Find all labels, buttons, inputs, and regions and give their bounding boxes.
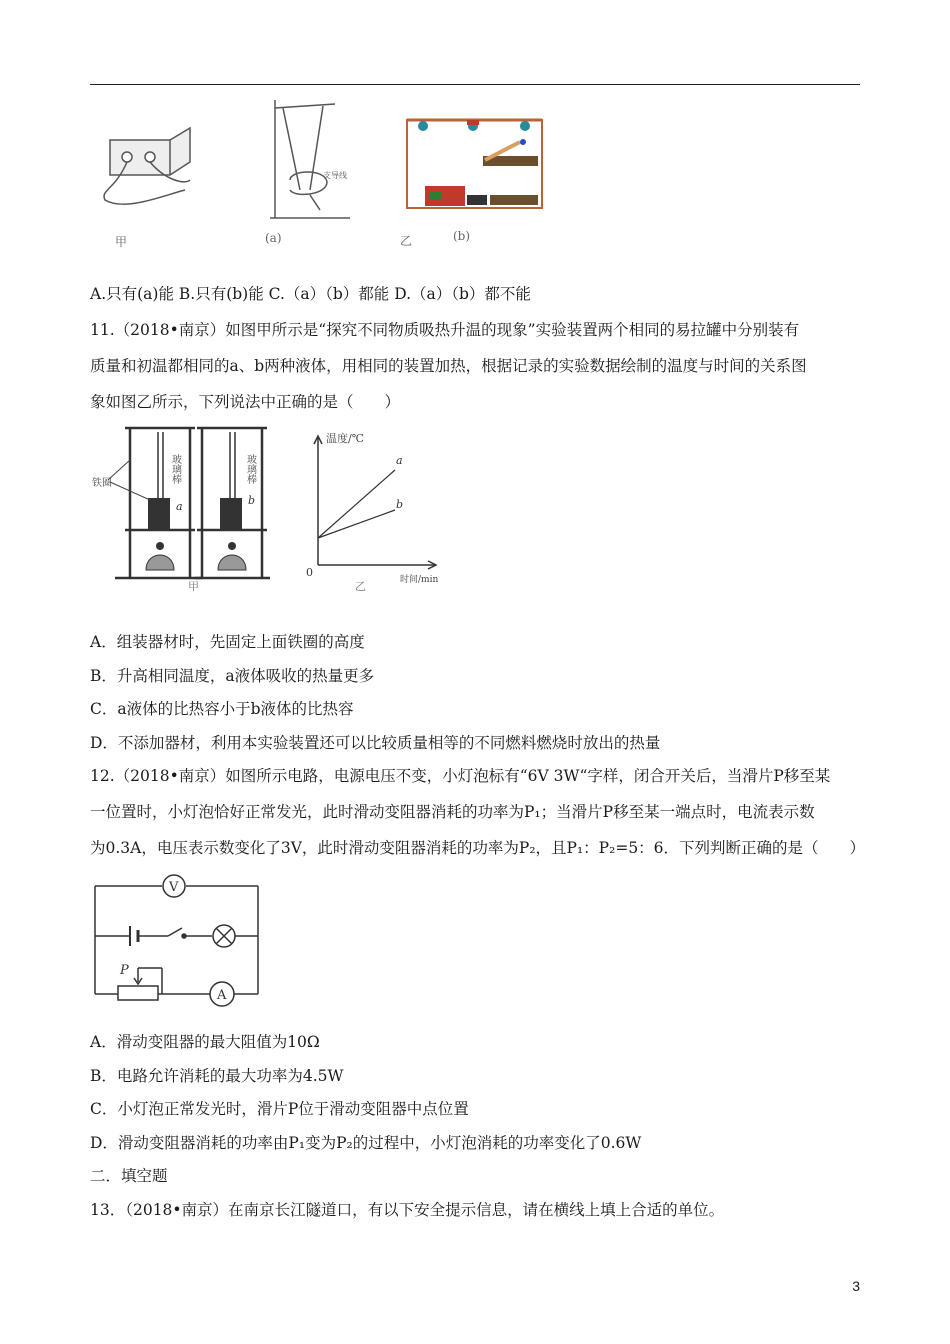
line-b	[318, 510, 395, 538]
q10-options: A.只有(a)能 B.只有(b)能 C.（a）（b）都能 D.（a）（b）都不能	[90, 285, 531, 303]
fig-jia-battery	[104, 128, 190, 204]
q12-option-b: B．电路允许消耗的最大功率为4.5W	[90, 1067, 344, 1085]
q11-option-b: B．升高相同温度，a液体吸收的热量更多	[90, 667, 375, 685]
q11-graph-axes	[314, 436, 436, 569]
fig2-label: 支导线	[323, 171, 347, 180]
q11-ylabel: 温度/℃	[326, 432, 365, 445]
can-b-label: b	[248, 494, 256, 507]
fig-a-stand	[270, 100, 350, 218]
voltmeter-label: V	[169, 880, 179, 895]
q11-option-a: A．组装器材时，先固定上面铁圈的高度	[90, 633, 365, 651]
fig3-caption: 乙	[400, 234, 413, 248]
q11-xlabel: 时间/min	[400, 575, 439, 585]
q12-circuit	[90, 870, 265, 1010]
q11-line-3: 象如图乙所示，下列说法中正确的是（ ）	[90, 393, 401, 411]
q11-cans	[146, 432, 246, 570]
q11-option-d: D．不添加器材，利用本实验装置还可以比较质量相等的不同燃料燃烧时放出的热量	[90, 734, 661, 752]
q12-option-a: A．滑动变阻器的最大阻值为10Ω	[90, 1033, 320, 1051]
line-a	[318, 470, 395, 538]
q11-line-1: 11.（2018•南京）如图甲所示是“探究不同物质吸热升温的现象”实验装置两个相同的易拉罐中分别装有	[90, 321, 800, 339]
q13-text: 13．（2018•南京）在南京长江隧道口，有以下安全提示信息，请在横线上填上合适的单位。	[90, 1201, 725, 1219]
q12-line-2: 一位置时，小灯泡恰好正常发光，此时滑动变阻器消耗的功率为P₁；当滑片P移至某一端点时，电流表示数	[90, 803, 815, 821]
header-rule	[90, 84, 860, 85]
q12-line-1: 12.（2018•南京）如图所示电路，电源电压不变，小灯泡标有“6V 3W“字样，闭合开关后，当滑片P移至某	[90, 767, 831, 785]
q11-origin: 0	[306, 566, 313, 579]
q11-figure	[90, 420, 450, 595]
q11-stands	[115, 428, 270, 578]
q11-line-2: 质量和初温都相同的a、b两种液体，用相同的装置加热，根据记录的实验数据绘制的温度与时间的关系图	[90, 357, 807, 375]
q11-caption-left: 甲	[188, 580, 199, 593]
q11-caption-right: 乙	[355, 580, 366, 593]
glass-rod-label-2: 玻璃棒	[244, 454, 256, 484]
fig1-caption: 甲	[115, 235, 128, 249]
fig-b-circuit	[407, 120, 542, 208]
ammeter-label: A	[217, 988, 227, 1003]
top-figures	[95, 100, 555, 250]
q11-line-a-label: a	[396, 454, 403, 467]
q12-option-c: C．小灯泡正常发光时，滑片P位于滑动变阻器中点位置	[90, 1100, 469, 1118]
fig4-caption: (b)	[453, 229, 471, 243]
slider-label: P	[120, 963, 129, 978]
q12-option-d: D．滑动变阻器消耗的功率由P₁变为P₂的过程中，小灯泡消耗的功率变化了0.6W	[90, 1134, 642, 1152]
q11-option-c: C．a液体的比热容小于b液体的比热容	[90, 700, 354, 718]
page-number: 3	[852, 1278, 860, 1294]
q12-line-3: 为0.3A，电压表示数变化了3V，此时滑动变阻器消耗的功率为P₂，且P₁：P₂=5：6．下列判断正确的是（ ）	[90, 839, 866, 857]
can-a-label: a	[176, 500, 183, 513]
section-title-fill-in: 二．填空题	[90, 1167, 168, 1185]
iron-ring-label: 铁圈	[92, 478, 112, 489]
q11-line-b-label: b	[396, 498, 404, 511]
fig2-caption: (a)	[265, 231, 282, 245]
glass-rod-label-1: 玻璃棒	[169, 454, 181, 484]
